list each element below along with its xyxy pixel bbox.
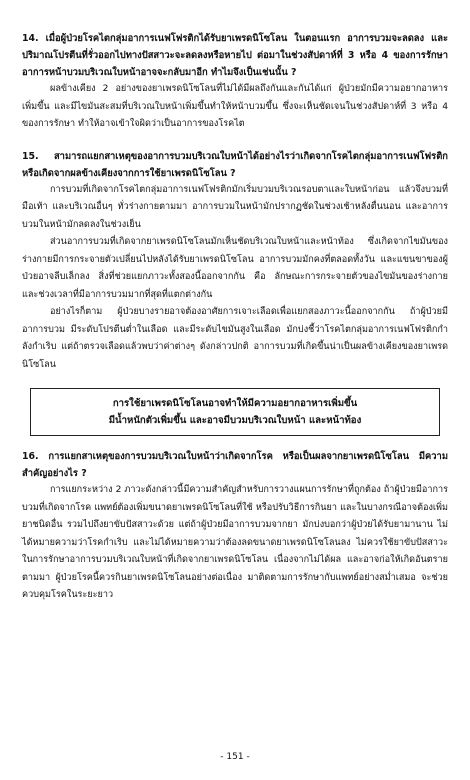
callout-box <box>30 388 440 436</box>
answer-15-paragraph: อย่างไรก็ตาม ผู้ป่วยบางรายอาจต้องอาศัยการเจาะเลือดเพื่อแยกสองภาวะนี้ออกจากกัน ถ้าผู้ป่วยมีอาการบวม มีระดับโปรตีนต่ำในเลือด และมีระดับไขมันสูงในเลือด มักบ่งชี้ว่าโรคไตกลุ่มอาการเนฟโฟรติกกำลังกำเริบ แต่ถ้าตรวจเลือดแล้วพบว่าค่าต่างๆ ดังกล่าวปกติ อาการบวมที่เกิดขึ้นน่าเป็นผลข้างเคียงของยาเพรดนิโซโลน <box>22 307 448 370</box>
question-15: 15. สามารถแยกสาเหตุของอาการบวมบริเวณใบหน้าได้อย่างไรว่าเกิดจากโรคไตกลุ่มอาการเนฟโฟรติก หรือเกิดจากผลข้างเคียงจากการใช้ยาเพรดนิโซโลน ? <box>22 150 448 179</box>
section-16 <box>22 448 448 605</box>
answer-14: ผลข้างเคียง 2 อย่างของยาเพรดนิโซโลนที่ไม่ได้มีผลถึงกันและกันได้แก่ ผู้ป่วยมักมีความอยากอาหารเพิ่มขึ้น และมีไขมันสะสมที่บริเวณใบหน้าเพิ่มขึ้นทำให้หน้าบวมขึ้น ซึ่งจะเห็นชัดเจนในช่วงสัปดาห์ที่ 3 หรือ 4 ของการรักษา ทำให้อาจเข้าใจผิดว่าเป็นอาการของโรคไต <box>22 84 448 129</box>
section-14 <box>22 30 448 134</box>
page-number: - 151 - <box>220 752 250 762</box>
question-16: 16. การแยกสาเหตุของการบวมบริเวณใบหน้าว่าเกิดจากโรค หรือเป็นผลจากยาเพรดนิโซโลน มีความสำคัญอย่างไร ? <box>22 451 448 479</box>
callout-line: มีน้ำหนักตัวเพิ่มขึ้น และอาจมีบวมบริเวณใบหน้า และหน้าท้อง <box>108 415 362 426</box>
section-15 <box>22 148 448 375</box>
answer-15-paragraph: ส่วนอาการบวมที่เกิดจากยาเพรดนิโซโลนมักเห็นชัดบริเวณใบหน้าและหน้าท้อง ซึ่งเกิดจากไขมันของร่างกายมีการกระจายตัวเปลี่ยนไปหลังได้รับยาเพรดนิโซโลน อาการบวมมักคงที่ตลอดทั้งวัน และแขนขาของผู้ป่วยอาจลีบเล็กลง สิ่งที่ช่วยแยกภาวะทั้งสองนี้ออกจากกัน คือ ลักษณะการกระจายตัวของไขมันของร่างกาย และช่วงเวลาที่มีอาการบวมมากที่สุดที่แตกต่างกัน <box>22 237 448 300</box>
callout-line: การใช้ยาเพรดนิโซโลนอาจทำให้มีความอยากอาหารเพิ่มขึ้น <box>112 398 358 409</box>
answer-15-paragraph: การบวมที่เกิดจากโรคไตกลุ่มอาการเนฟโฟรติกมักเริ่มบวมบริเวณรอบตาและใบหน้าก่อน แล้วจึงบวมที่มือเท้า และบริเวณอื่นๆ ทั่วร่างกายตามมา อาการบวมในหน้ามักปรากฏชัดในช่วงเช้าหลังตื่นนอน และอาการบวมในหน้ามักลดลงในช่วงเย็น <box>22 184 448 230</box>
answer-16: การแยกระหว่าง 2 ภาวะดังกล่าวนี้มีความสำคัญสำหรับการวางแผนการรักษาที่ถูกต้อง ถ้าผู้ป่วยมีอาการบวมที่เกิดจากโรค แพทย์ต้องเพิ่มขนาดยาเพรดนิโซโลนที่ใช้ หรือปรับวิธีการกินยา และในบางกรณีอาจต้องเพิ่มยาชนิดอื่น รวมไปถึงยาขับปัสสาวะด้วย แต่ถ้าผู้ป่วยมีอาการบวมจากยา มักบ่งบอกว่าผู้ป่วยได้รับยามานาน ไม่ได้หมายความว่าโรคกำเริบ และไม่ได้หมายความว่าต้องลดขนาดยาเพรดนิโซโลนลง ไม่ควรใช้ยาขับปัสสาวะในการรักษาอาการบวมบริเวณใบหน้าที่เกิดจากยาเพรดนิโซโลน เนื่องจากไม่ได้ผล และอาจก่อให้เกิดอันตรายตามมา ผู้ป่วยโรคนี้ควรกินยาเพรดนิโซโลนอย่างต่อเนื่อง มาติดตามการรักษากับแพทย์อย่างสม่ำเสมอ จะช่วยควบคุมโรคในระยะยาว <box>22 485 448 600</box>
question-14: 14. เมื่อผู้ป่วยโรคไตกลุ่มอาการเนฟโฟรติกได้รับยาเพรดนิโซโลน ในตอนแรก อาการบวมจะลดลง และปริมาณโปรตีนที่รั่วออกไปทางปัสสาวะจะลดลงหรือหายไป ต่อมาในช่วงสัปดาห์ที่ 3 หรือ 4 ของการรักษา อาการหน้าบวมบริเวณใบหน้าอาจจะกลับมาอีก ทำไมจึงเป็นเช่นนั้น ? <box>22 33 448 78</box>
